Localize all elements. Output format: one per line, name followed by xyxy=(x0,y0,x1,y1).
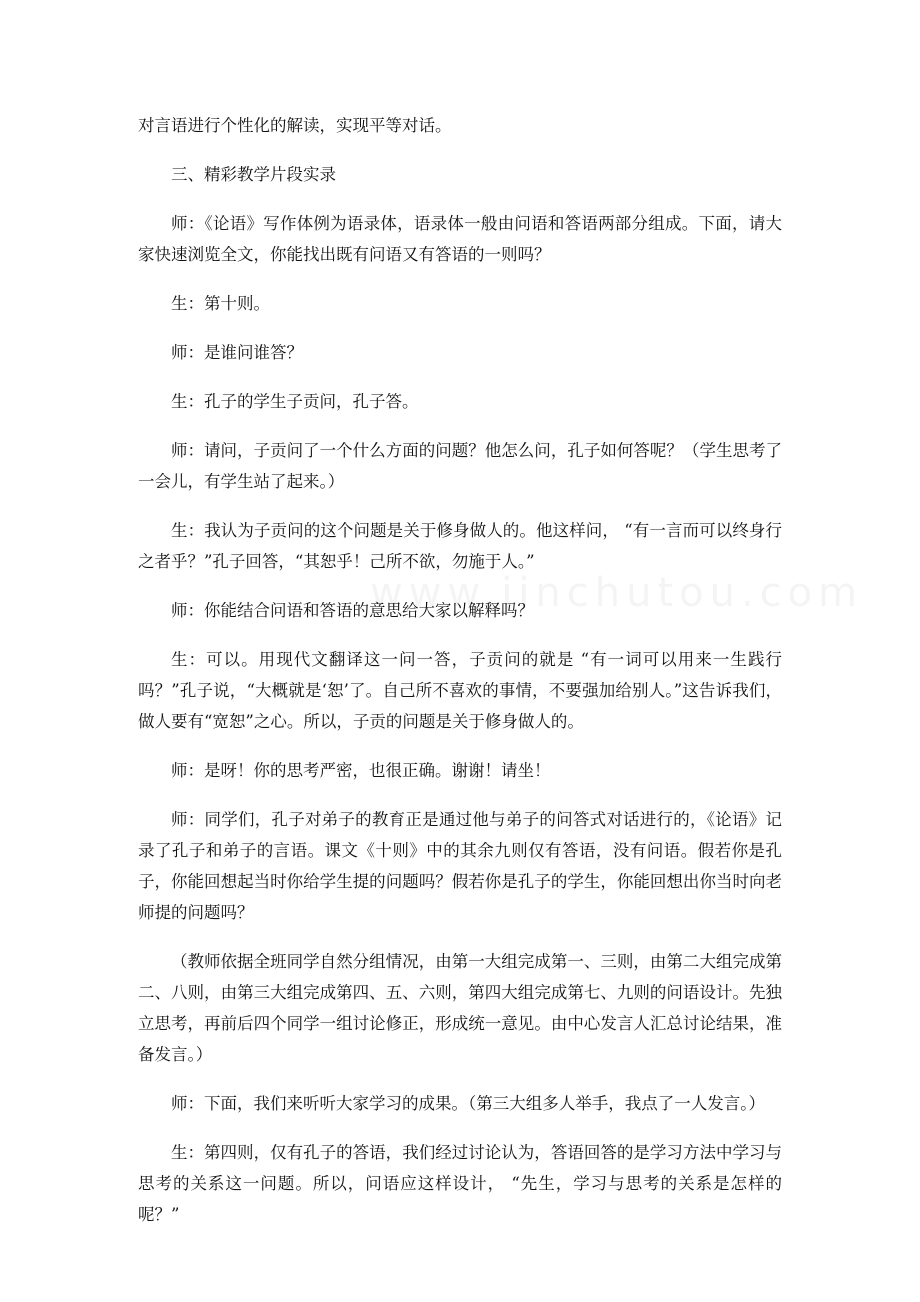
dialogue-paragraph: 师：你能结合问语和答语的意思给大家以解释吗？ xyxy=(171,601,534,620)
dialogue-paragraph: 生：孔子的学生子贡问，孔子答。 xyxy=(171,392,419,411)
note-paragraph: （教师依据全班同学自然分组情况，由第一大组完成第一、三则，由第二大组完成第二、八则，由第三大组完成第四、五、六则，第四大组完成第七、九则的问语设计。先独立思考，再前后四个同学一组讨论修正，形成统一意见。由中心发言人汇总讨论结果，准备发言。） xyxy=(138,952,782,1064)
dialogue-paragraph: 生：第四则，仅有孔子的答语，我们经过讨论认为，答语回答的是学习方法中学习与思考的关系这一问题。所以，问语应这样设计， “先生，学习与思考的关系是怎样的呢？” xyxy=(138,1143,782,1224)
paragraph-continuation: 对言语进行个性化的解读，实现平等对话。 xyxy=(138,116,452,135)
dialogue-paragraph: 生：可以。用现代文翻译这一问一答，子贡问的就是 “有一词可以用来一生践行吗？”孔子说，“大概就是‘恕’了。自己所不喜欢的事情，不要强加给别人。”这告诉我们，做人要有“宽恕”之心。所以，子贡的问题是关于修身做人的。 xyxy=(138,650,782,731)
dialogue-paragraph: 师：是呀！你的思考严密，也很正确。谢谢！请坐！ xyxy=(171,761,551,780)
dialogue-paragraph: 师：下面，我们来听听大家学习的成果。（第三大组多人举手，我点了一人发言。） xyxy=(171,1094,765,1113)
dialogue-paragraph: 师：请问，子贡问了一个什么方面的问题？他怎么问，孔子如何答呢？（学生思考了一会儿，有学生站了起来。） xyxy=(138,441,782,491)
section-heading: 三、精彩教学片段实录 xyxy=(171,165,336,184)
dialogue-paragraph: 师：《论语》写作体例为语录体，语录体一般由问语和答语两部分组成。下面，请大家快速浏览全文，你能找出既有问语又有答语的一则吗？ xyxy=(138,214,782,264)
dialogue-paragraph: 生：我认为子贡问的这个问题是关于修身做人的。他这样问， “有一言而可以终身行之者乎？”孔子回答，“其恕乎！己所不欲，勿施于人。” xyxy=(138,521,782,571)
dialogue-paragraph: 生：第十则。 xyxy=(171,294,270,313)
document-body xyxy=(138,110,782,1248)
dialogue-paragraph: 师：同学们，孔子对弟子的教育正是通过他与弟子的问答式对话进行的，《论语》记录了孔子和弟子的言语。课文《十则》中的其余九则仅有答语，没有问语。假若你是孔子，你能回想起当时你给学生提的问题吗？假若你是孔子的学生，你能回想出你当时向老师提的问题吗？ xyxy=(138,810,782,922)
dialogue-paragraph: 师：是谁问谁答？ xyxy=(171,343,303,362)
